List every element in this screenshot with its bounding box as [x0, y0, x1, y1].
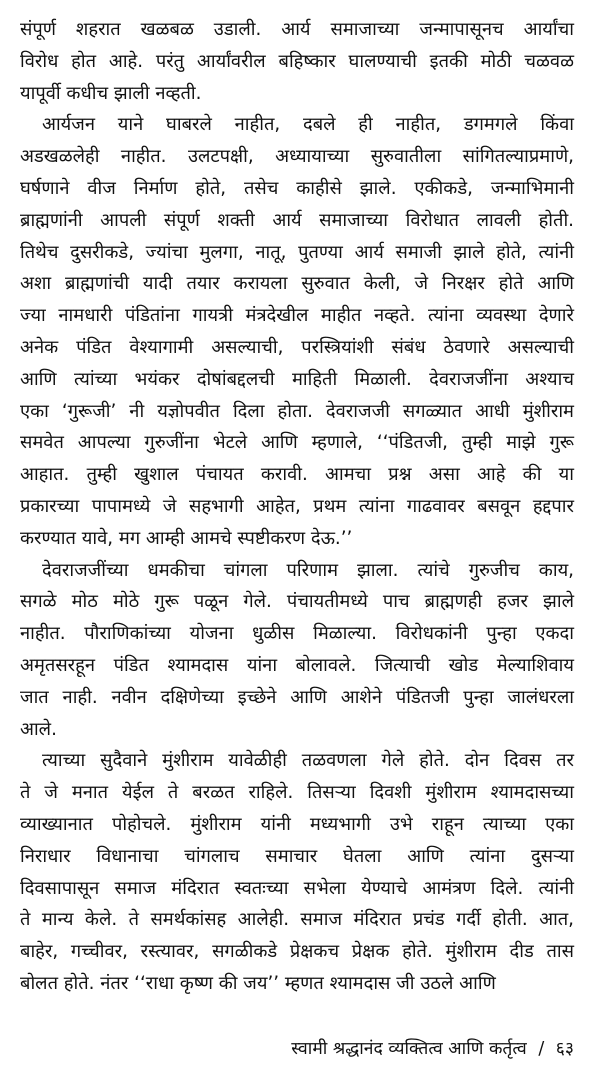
paragraph — [20, 745, 574, 999]
text-line: अडखळलेही नाहीत. उलटपक्षी, अध्यायाच्या सुरुवातीला सांगितल्याप्रमाणे, — [20, 146, 574, 168]
paragraph — [20, 555, 574, 746]
text-line: बाहेर, गच्चीवर, रस्त्यावर, सगळीकडे प्रेक्षकच प्रेक्षक होते. मुंशीराम दीड तास — [20, 941, 574, 963]
text-line: ज्या नामधारी पंडितांना गायत्री मंत्रदेखील माहीत नव्हते. त्यांना व्यवस्था देणारे — [20, 305, 574, 327]
text-line: करण्यात यावे, मग आम्ही आमचे स्पष्टीकरण देऊ.’’ — [20, 527, 353, 549]
text-line: व्याख्यानात पोहोचले. मुंशीराम यांनी मध्यभागी उभे राहून त्याच्या एका — [20, 813, 574, 835]
page-number: ६३ — [555, 1039, 574, 1059]
text-line: यापूर्वी कधीच झाली नव्हती. — [20, 82, 202, 104]
text-line: अशा ब्राह्मणांची यादी तयार करायला सुरुवात केली, जे निरक्षर होते आणि — [20, 273, 574, 295]
text-line: नाहीत. पौराणिकांच्या योजना धुळीस मिळाल्या. विरोधकांनी पुन्हा एकदा — [20, 623, 574, 645]
paragraph — [20, 14, 574, 109]
text-line: आर्यजन याने घाबरले नाहीत, दबले ही नाहीत, डगमगले किंवा — [42, 114, 574, 136]
body-text — [20, 14, 574, 1000]
text-line: अमृतसरहून पंडित श्यामदास यांना बोलावले. जित्याची खोड मेल्याशिवाय — [20, 654, 574, 676]
text-line: आणि त्यांच्या भयंकर दोषांबद्दलची माहिती मिळाली. देवराजजींना अश्याच — [20, 368, 574, 390]
running-title: स्वामी श्रद्धानंद व्यक्तित्व आणि कर्तृत्व — [291, 1039, 527, 1059]
text-line: निराधार विधानाचा चांगलाच समाचार घेतला आणि त्यांना दुसऱ्या — [20, 845, 574, 867]
text-line: संपूर्ण शहरात खळबळ उडाली. आर्य समाजाच्या जन्मापासूनच आर्यांचा — [20, 19, 574, 40]
text-line: आहात. तुम्ही खुशाल पंचायत करावी. आमचा प्रश्न असा आहे की या — [20, 464, 574, 486]
text-line: देवराजजींच्या धमकीचा चांगला परिणाम झाला. त्यांचे गुरुजीच काय, — [42, 559, 574, 581]
text-line: ते जे मनात येईल ते बरळत राहिले. तिसऱ्या दिवशी मुंशीराम श्यामदासच्या — [20, 782, 574, 804]
text-line: ब्राह्मणांनी आपली संपूर्ण शक्ती आर्य समाजाच्या विरोधात लावली होती. — [20, 209, 574, 231]
text-line: समवेत आपल्या गुरुजींना भेटले आणि म्हणाले, ‘‘पंडितजी, तुम्ही माझे गुरू — [20, 432, 574, 454]
paragraph — [20, 109, 574, 554]
text-line: तिथेच दुसरीकडे, ज्यांचा मुलगा, नातू, पुतण्या आर्य समाजी झाले होते, त्यांनी — [20, 241, 574, 263]
text-line: घर्षणाने वीज निर्माण होते, तसेच काहीसे झाले. एकीकडे, जन्माभिमानी — [20, 177, 574, 199]
text-line: आले. — [20, 718, 57, 740]
page-footer — [291, 1036, 574, 1060]
footer-separator: / — [538, 1039, 545, 1059]
text-line: प्रकारच्या पापामध्ये जे सहभागी आहेत, प्रथम त्यांना गाढवावर बसवून हद्दपार — [20, 495, 574, 517]
text-line: अनेक पंडित वेश्यागामी असल्याची, परस्त्रियांशी संबंध ठेवणारे असल्याची — [20, 336, 574, 358]
text-line: दिवसापासून समाज मंदिरात स्वतःच्या सभेला येण्याचे आमंत्रण दिले. त्यांनी — [20, 877, 574, 899]
text-line: एका ‘गुरूजी’ नी यज्ञोपवीत दिला होता. देवराजजी सगळ्यात आधी मुंशीराम — [20, 400, 574, 422]
text-line: सगळे मोठ मोठे गुरू पळून गेले. पंचायतीमध्ये पाच ब्राह्मणही हजर झाले — [20, 591, 574, 613]
text-line: जात नाही. नवीन दक्षिणेच्या इच्छेने आणि आशेने पंडितजी पुन्हा जालंधरला — [20, 686, 574, 708]
text-line: विरोध होत आहे. परंतु आर्यांवरील बहिष्कार घालण्याची इतकी मोठी चळवळ — [20, 50, 574, 72]
text-line: ते मान्य केले. ते समर्थकांसह आलेही. समाज मंदिरात प्रचंड गर्दी होती. आत, — [20, 909, 574, 931]
text-line: त्याच्या सुदैवाने मुंशीराम यावेळीही तळवणला गेले होते. दोन दिवस तर — [42, 750, 574, 772]
text-line: बोलत होते. नंतर ‘‘राधा कृष्ण की जय’’ म्हणत श्यामदास जी उठले आणि — [20, 972, 496, 994]
